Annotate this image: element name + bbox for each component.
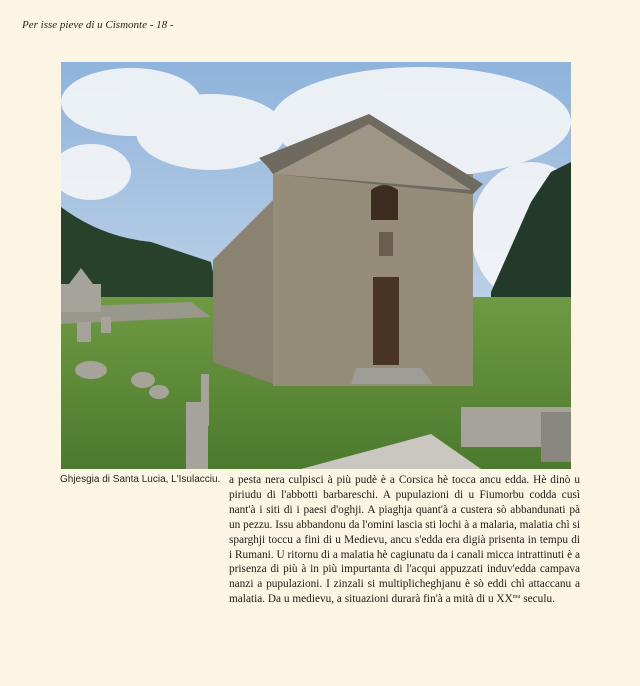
church-photo	[61, 62, 571, 469]
body-ending: seculu.	[523, 593, 555, 606]
running-header: Per isse pieve di u Cismonte - 18 -	[22, 19, 174, 31]
body-paragraph: a pesta nera culpisci à più pudè è a Corsica hè tocca ancu edda. Hè dinò u piriudu di l'abbotti barbareschi. A pupulazioni di u Fiumorbu codda cusì nant'à i siti di i paesi d'oghji. A piaghja quant'à a custera sò abbandunati pà un pezzu. Issu abbandonu da l'omini lascia sti lochi à a malaria, malatia chì si sparghji toccu a fini di u Medievu, ancu s'edda era digià prisenta in tempu di i Rumani. U ritornu di a malatia hè cagiunatu da i canali micca intrattinuti è a prisenza di più à in più impurtanta di l'acqui appuzzati induv'edda campava nanzi a pupulazioni. I zinzali si multiplicheghjanu è sò eddi chì attaccanu a malatia. Da u medievu, a situazioni durarà fin'à a mità di u XX	[229, 474, 580, 606]
century-superscript: mu	[512, 594, 521, 601]
photo-caption: Ghjesgia di Santa Lucia, L'Isulacciu.	[60, 474, 221, 485]
article-body	[229, 473, 580, 607]
